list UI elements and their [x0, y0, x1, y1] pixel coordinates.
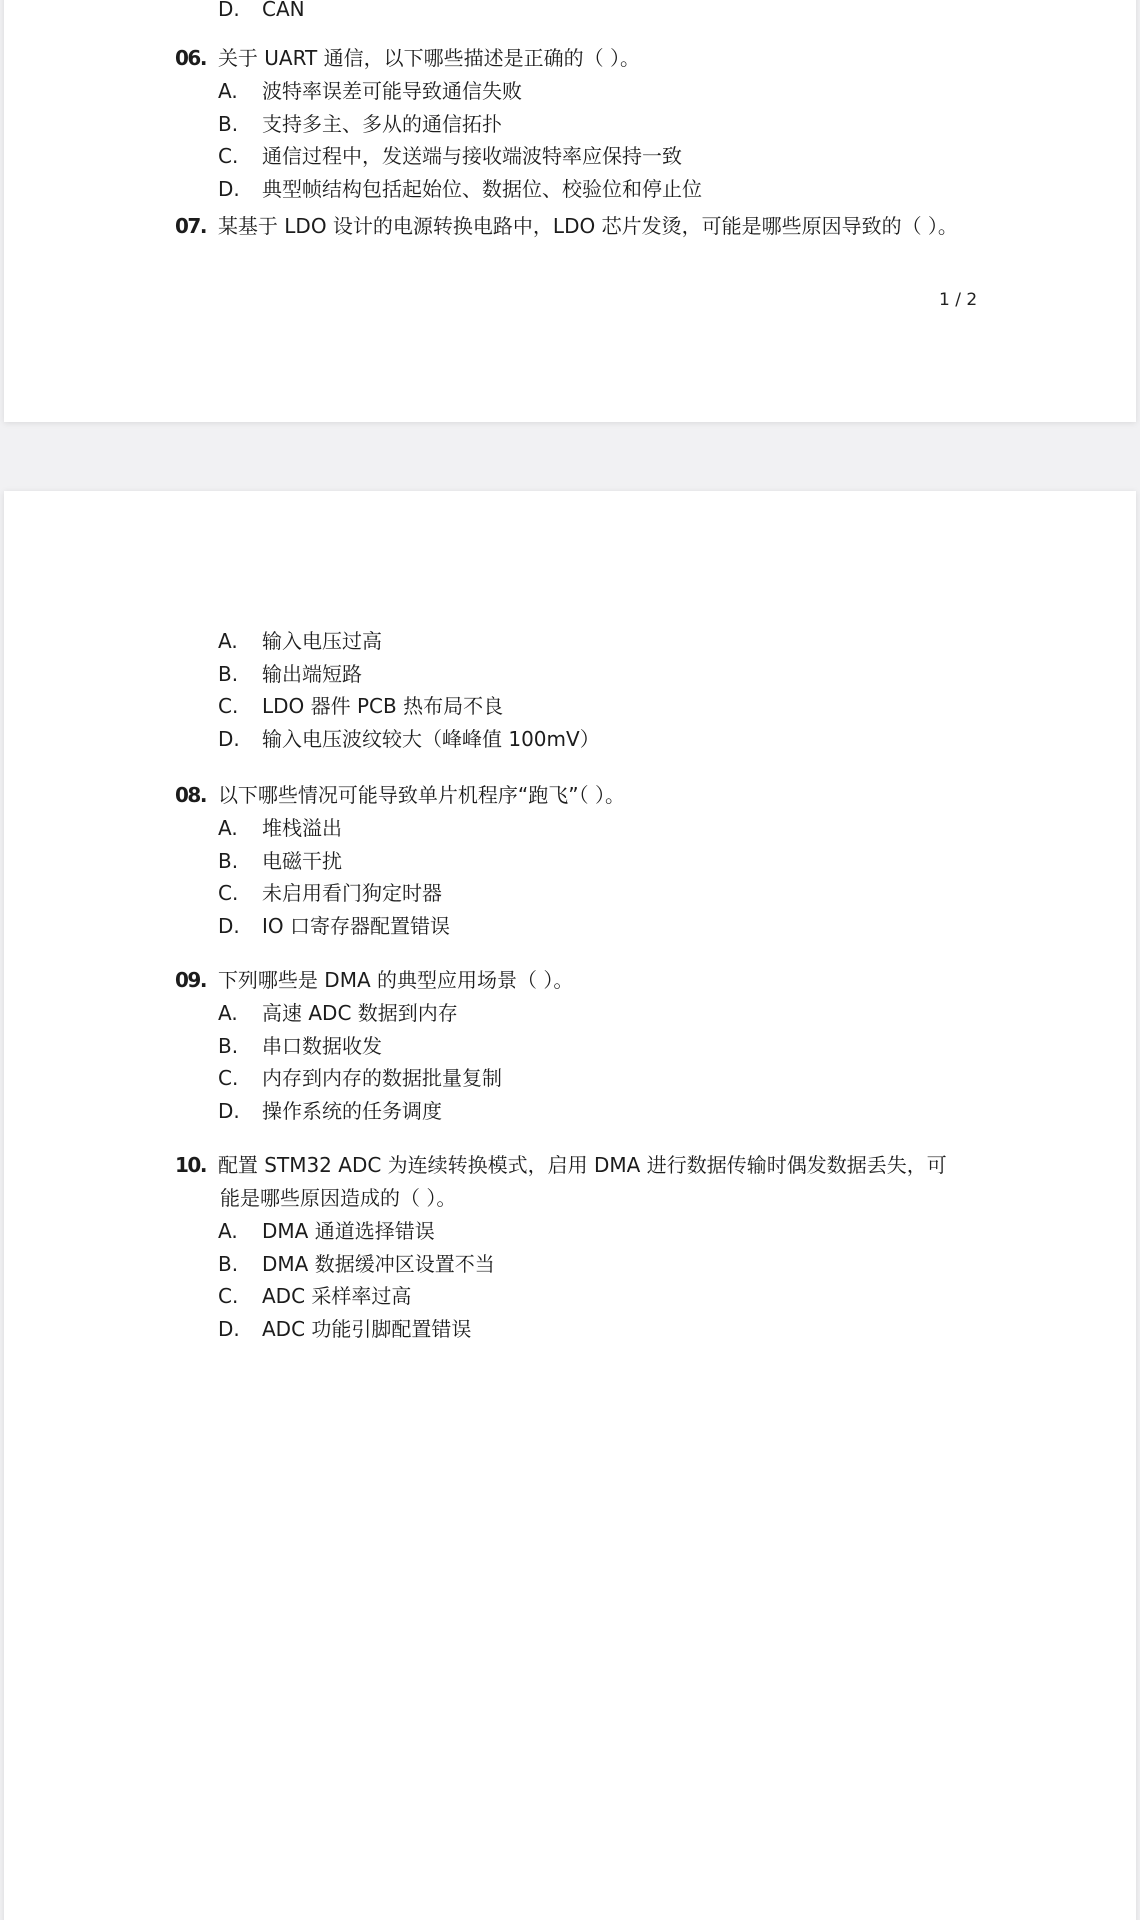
- question-number: 06.: [175, 46, 206, 70]
- q09-options: [218, 997, 502, 1127]
- option-text: IO 口寄存器配置错误: [262, 913, 450, 938]
- option-letter: C.: [218, 694, 239, 718]
- option-text: 支持多主、多从的通信拓扑: [262, 111, 502, 136]
- option-letter: C.: [218, 144, 239, 168]
- option-text: 通信过程中，发送端与接收端波特率应保持一致: [262, 144, 682, 168]
- question-number: 07.: [175, 214, 206, 238]
- option-letter: A.: [218, 79, 238, 103]
- question-text: 下列哪些是 DMA 的典型应用场景（ ）。: [217, 968, 574, 992]
- option-text: 输入电压波纹较大（峰峰值 100mV）: [262, 726, 600, 751]
- option-b: [218, 1248, 495, 1281]
- q05-options-truncated: [218, 0, 305, 25]
- option-c: [218, 1280, 495, 1313]
- option-text: 堆栈溢出: [262, 816, 342, 840]
- option-letter: D.: [218, 1316, 240, 1341]
- page-2: [4, 491, 1136, 1920]
- option-letter: A.: [218, 816, 238, 840]
- option-letter: C.: [218, 1284, 239, 1308]
- option-a: [218, 997, 502, 1030]
- question-text: 关于 UART 通信，以下哪些描述是正确的（ ）。: [217, 46, 640, 70]
- option-text: CAN: [262, 0, 305, 21]
- option-c: [218, 877, 450, 910]
- q08-options: [218, 812, 450, 942]
- question-10: [175, 1149, 947, 1215]
- option-text: ADC 采样率过高: [262, 1284, 412, 1308]
- option-text: 串口数据收发: [262, 1033, 382, 1058]
- option-text: 电磁干扰: [262, 848, 342, 873]
- option-b: [218, 845, 450, 878]
- question-09: [175, 964, 573, 997]
- option-letter: B.: [218, 1033, 239, 1058]
- option-a: [218, 625, 600, 658]
- question-08: [175, 779, 625, 812]
- option-b: [218, 658, 600, 691]
- option-letter: C.: [218, 881, 239, 905]
- option-letter: B.: [218, 848, 239, 873]
- option-d: [218, 1095, 502, 1128]
- option-letter: B.: [218, 1251, 239, 1276]
- page-number: 1 / 2: [939, 290, 978, 310]
- option-letter: D.: [218, 1098, 240, 1123]
- question-text: 某基于 LDO 设计的电源转换电路中，LDO 芯片发烫，可能是哪些原因导致的（ ）。: [217, 214, 958, 238]
- option-letter: B.: [218, 111, 239, 136]
- option-a: [218, 812, 450, 845]
- option-d: [218, 173, 702, 206]
- option-c: [218, 1062, 502, 1095]
- option-text: 输入电压过高: [262, 629, 382, 653]
- q06-options: [218, 75, 702, 205]
- option-text: 操作系统的任务调度: [262, 1098, 442, 1123]
- question-07: [175, 210, 958, 243]
- option-text: 典型帧结构包括起始位、数据位、校验位和停止位: [262, 176, 702, 201]
- q10-options: [218, 1215, 495, 1345]
- option-letter: B.: [218, 661, 239, 686]
- option-d: [218, 723, 600, 756]
- q07-options: [218, 625, 600, 755]
- question-number: 08.: [175, 783, 206, 807]
- question-text-line-2: 能是哪些原因造成的（ ）。: [220, 1186, 457, 1210]
- page-1: [4, 0, 1136, 422]
- question-text: 以下哪些情况可能导致单片机程序“跑飞”（ ）。: [217, 783, 626, 807]
- option-b: [218, 108, 702, 141]
- option-d: [218, 1313, 495, 1346]
- option-text: 内存到内存的数据批量复制: [262, 1066, 502, 1090]
- question-number: 09.: [175, 968, 206, 992]
- option-letter: D.: [218, 913, 240, 938]
- option-letter: D.: [218, 0, 240, 21]
- option-text: 输出端短路: [262, 661, 362, 686]
- option-letter: A.: [218, 629, 238, 653]
- option-d: [218, 910, 450, 943]
- option-text: ADC 功能引脚配置错误: [262, 1316, 472, 1341]
- option-text: DMA 数据缓冲区设置不当: [262, 1251, 495, 1276]
- option-letter: A.: [218, 1219, 238, 1243]
- option-letter: D.: [218, 176, 240, 201]
- option-text: LDO 器件 PCB 热布局不良: [262, 694, 504, 718]
- question-text-line-1: 配置 STM32 ADC 为连续转换模式，启用 DMA 进行数据传输时偶发数据丢失，可: [217, 1153, 947, 1177]
- option-c: [218, 690, 600, 723]
- option-text: 波特率误差可能导致通信失败: [262, 79, 522, 103]
- option-letter: A.: [218, 1001, 238, 1025]
- option-letter: D.: [218, 726, 240, 751]
- option-text: 未启用看门狗定时器: [262, 881, 442, 905]
- option-text: 高速 ADC 数据到内存: [262, 1001, 458, 1025]
- option-a: [218, 1215, 495, 1248]
- option-d: [218, 0, 305, 25]
- option-text: DMA 通道选择错误: [262, 1219, 435, 1243]
- option-a: [218, 75, 702, 108]
- option-c: [218, 140, 702, 173]
- question-number: 10.: [175, 1153, 206, 1177]
- option-b: [218, 1030, 502, 1063]
- option-letter: C.: [218, 1066, 239, 1090]
- question-06: [175, 42, 640, 75]
